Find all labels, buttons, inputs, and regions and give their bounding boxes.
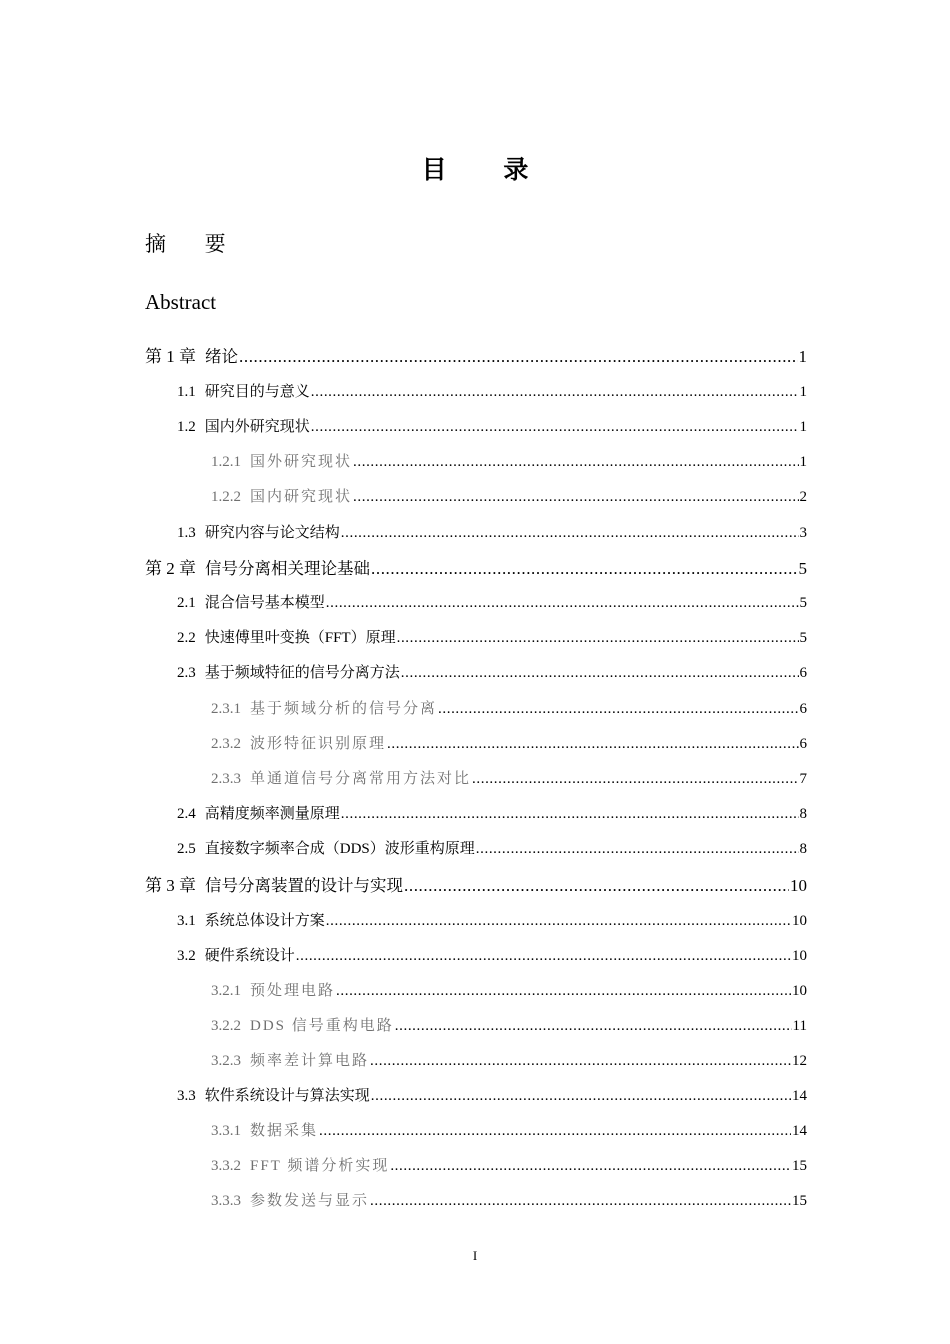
- toc-entry-title: 单通道信号分离常用方法对比: [250, 771, 472, 787]
- dot-leader: [370, 1053, 791, 1070]
- dot-leader: [390, 1158, 791, 1175]
- page-number: I: [472, 1248, 478, 1263]
- toc-entry-chapter-1[interactable]: [145, 342, 807, 367]
- toc-entry-number: 3.3.3: [211, 1193, 241, 1209]
- toc-entry-number: 第 3 章: [145, 876, 196, 895]
- toc-entry-title: 预处理电路: [250, 983, 336, 999]
- toc-entry-page: 1: [799, 454, 807, 470]
- front-matter-abstract-zh[interactable]: 摘 要: [145, 232, 242, 256]
- dot-leader: [371, 559, 798, 579]
- toc-entry-section[interactable]: [177, 661, 807, 682]
- toc-entry-title: 高精度频率测量原理: [204, 806, 340, 822]
- toc-entry-title: 国内外研究现状: [204, 419, 310, 435]
- toc-entry-title: 研究目的与意义: [204, 384, 310, 400]
- toc-entry-title: 系统总体设计方案: [204, 913, 325, 929]
- toc-entry-number: 第 1 章: [145, 347, 196, 366]
- toc-entry-page: 5: [799, 630, 807, 646]
- dot-leader: [341, 806, 799, 823]
- toc-entry-number: 2.4: [177, 806, 196, 822]
- toc-entry-page: 1: [799, 384, 807, 400]
- toc-entry-page: 7: [799, 771, 807, 787]
- toc-entry-title: 混合信号基本模型: [204, 595, 325, 611]
- dot-leader: [326, 595, 799, 612]
- toc-entry-page: 11: [792, 1018, 807, 1034]
- dot-leader: [336, 983, 791, 1000]
- toc-entry-page: 1: [799, 419, 807, 435]
- dot-leader: [397, 630, 799, 647]
- toc-entry-title: 信号分离相关理论基础: [205, 559, 370, 578]
- toc-entry-title: 硬件系统设计: [204, 948, 295, 964]
- toc-entry-number: 1.2.1: [211, 454, 241, 470]
- dot-leader: [353, 454, 798, 471]
- toc-heading: 目 录: [421, 155, 553, 184]
- dot-leader: [472, 771, 798, 788]
- dot-leader: [404, 876, 789, 896]
- toc-entry-page: 15: [792, 1193, 807, 1209]
- toc-entry-page: 5: [799, 595, 807, 611]
- toc-entry-title: 绪论: [205, 347, 238, 366]
- toc-entry-section[interactable]: [177, 380, 807, 401]
- toc-entry-number: 3.2.2: [211, 1018, 241, 1034]
- toc-entry-title: 信号分离装置的设计与实现: [205, 876, 403, 895]
- toc-entry-page: 10: [792, 913, 807, 929]
- toc-entry-page: 10: [792, 983, 807, 999]
- toc-entry-page: 5: [798, 559, 807, 578]
- dot-leader: [319, 1123, 791, 1140]
- toc-entry-subsection[interactable]: [211, 732, 807, 753]
- toc-entry-number: 2.1: [177, 595, 196, 611]
- toc-entry-subsection[interactable]: [211, 450, 807, 471]
- toc-entry-number: 3.2.3: [211, 1053, 241, 1069]
- toc-entry-title: 频率差计算电路: [250, 1053, 370, 1069]
- dot-leader: [401, 665, 799, 682]
- front-matter-abstract-en[interactable]: Abstract: [145, 290, 217, 314]
- toc-entry-chapter-3[interactable]: [145, 871, 807, 896]
- dot-leader: [387, 736, 798, 753]
- toc-entry-subsection[interactable]: [211, 1014, 807, 1035]
- toc-entry-page: 15: [792, 1158, 807, 1174]
- toc-entry-number: 1.3: [177, 525, 196, 541]
- toc-entry-page: 8: [799, 806, 807, 822]
- toc-entry-title: 直接数字频率合成（DDS）波形重构原理: [204, 841, 475, 857]
- toc-entry-subsection[interactable]: [211, 1049, 807, 1070]
- toc-entry-subsection[interactable]: [211, 1119, 807, 1140]
- dot-leader: [370, 1193, 791, 1210]
- toc-entry-page: 6: [799, 701, 807, 717]
- toc-entry-number: 1.2: [177, 419, 196, 435]
- toc-entry-page: 3: [799, 525, 807, 541]
- toc-entry-subsection[interactable]: [211, 485, 807, 506]
- dot-leader: [438, 701, 798, 718]
- toc-entry-section[interactable]: [177, 591, 807, 612]
- toc-entry-number: 3.2: [177, 948, 196, 964]
- toc-entry-title: 参数发送与显示: [250, 1193, 370, 1209]
- dot-leader: [311, 419, 799, 436]
- toc-entry-page: 1: [798, 347, 807, 366]
- toc-entry-title: 波形特征识别原理: [250, 736, 387, 752]
- toc-entry-number: 1.2.2: [211, 489, 241, 505]
- toc-entry-subsection[interactable]: [211, 1154, 807, 1175]
- toc-entry-number: 2.5: [177, 841, 196, 857]
- toc-entry-number: 2.2: [177, 630, 196, 646]
- toc-entry-title: DDS 信号重构电路: [250, 1018, 394, 1034]
- dot-leader: [341, 525, 799, 542]
- toc-entry-page: 14: [792, 1088, 807, 1104]
- toc-entry-title: FFT 频谱分析实现: [250, 1158, 390, 1174]
- dot-leader: [326, 913, 791, 930]
- toc-entry-section[interactable]: [177, 626, 807, 647]
- toc-entry-page: 2: [799, 489, 807, 505]
- toc-entry-section[interactable]: [177, 802, 807, 823]
- toc-entry-subsection[interactable]: [211, 697, 807, 718]
- toc-entry-chapter-2[interactable]: [145, 554, 807, 579]
- toc-entry-title: 软件系统设计与算法实现: [204, 1088, 370, 1104]
- toc-entry-title: 数据采集: [250, 1123, 319, 1139]
- toc-entry-subsection[interactable]: [211, 767, 807, 788]
- toc-entry-number: 2.3.1: [211, 701, 241, 717]
- toc-entry-section[interactable]: [177, 944, 807, 965]
- toc-entry-title: 基于频域特征的信号分离方法: [204, 665, 400, 681]
- toc-entry-number: 1.1: [177, 384, 196, 400]
- toc-entry-page: 10: [792, 948, 807, 964]
- dot-leader: [239, 347, 798, 367]
- toc-entry-page: 6: [799, 665, 807, 681]
- toc-entry-number: 3.3.1: [211, 1123, 241, 1139]
- toc-entry-number: 3.3: [177, 1088, 196, 1104]
- toc-entry-subsection[interactable]: [211, 1189, 807, 1210]
- toc-entry-number: 3.3.2: [211, 1158, 241, 1174]
- toc-entry-section[interactable]: [177, 909, 807, 930]
- dot-leader: [296, 948, 791, 965]
- toc-entry-page: 6: [799, 736, 807, 752]
- toc-entry-page: 8: [799, 841, 807, 857]
- toc-entry-number: 第 2 章: [145, 559, 196, 578]
- toc-entry-number: 3.2.1: [211, 983, 241, 999]
- toc-entry-page: 12: [792, 1053, 807, 1069]
- toc-entry-number: 2.3: [177, 665, 196, 681]
- toc-entry-page: 14: [792, 1123, 807, 1139]
- dot-leader: [311, 384, 799, 401]
- toc-entry-section[interactable]: [177, 415, 807, 436]
- toc-entry-number: 2.3.3: [211, 771, 241, 787]
- dot-leader: [476, 841, 799, 858]
- toc-entry-number: 3.1: [177, 913, 196, 929]
- toc-entry-title: 国外研究现状: [250, 454, 353, 470]
- toc-entry-page: 10: [790, 876, 807, 895]
- dot-leader: [371, 1088, 791, 1105]
- dot-leader: [395, 1018, 792, 1035]
- toc-entry-title: 快速傅里叶变换（FFT）原理: [204, 630, 396, 646]
- toc-entry-subsection[interactable]: [211, 979, 807, 1000]
- toc-entry-section[interactable]: [177, 837, 807, 858]
- toc-entry-title: 研究内容与论文结构: [204, 525, 340, 541]
- toc-entry-number: 2.3.2: [211, 736, 241, 752]
- toc-entry-title: 国内研究现状: [250, 489, 353, 505]
- toc-entry-section[interactable]: [177, 1084, 807, 1105]
- toc-entry-section[interactable]: [177, 521, 807, 542]
- toc-entry-title: 基于频域分析的信号分离: [250, 701, 438, 717]
- dot-leader: [353, 489, 798, 506]
